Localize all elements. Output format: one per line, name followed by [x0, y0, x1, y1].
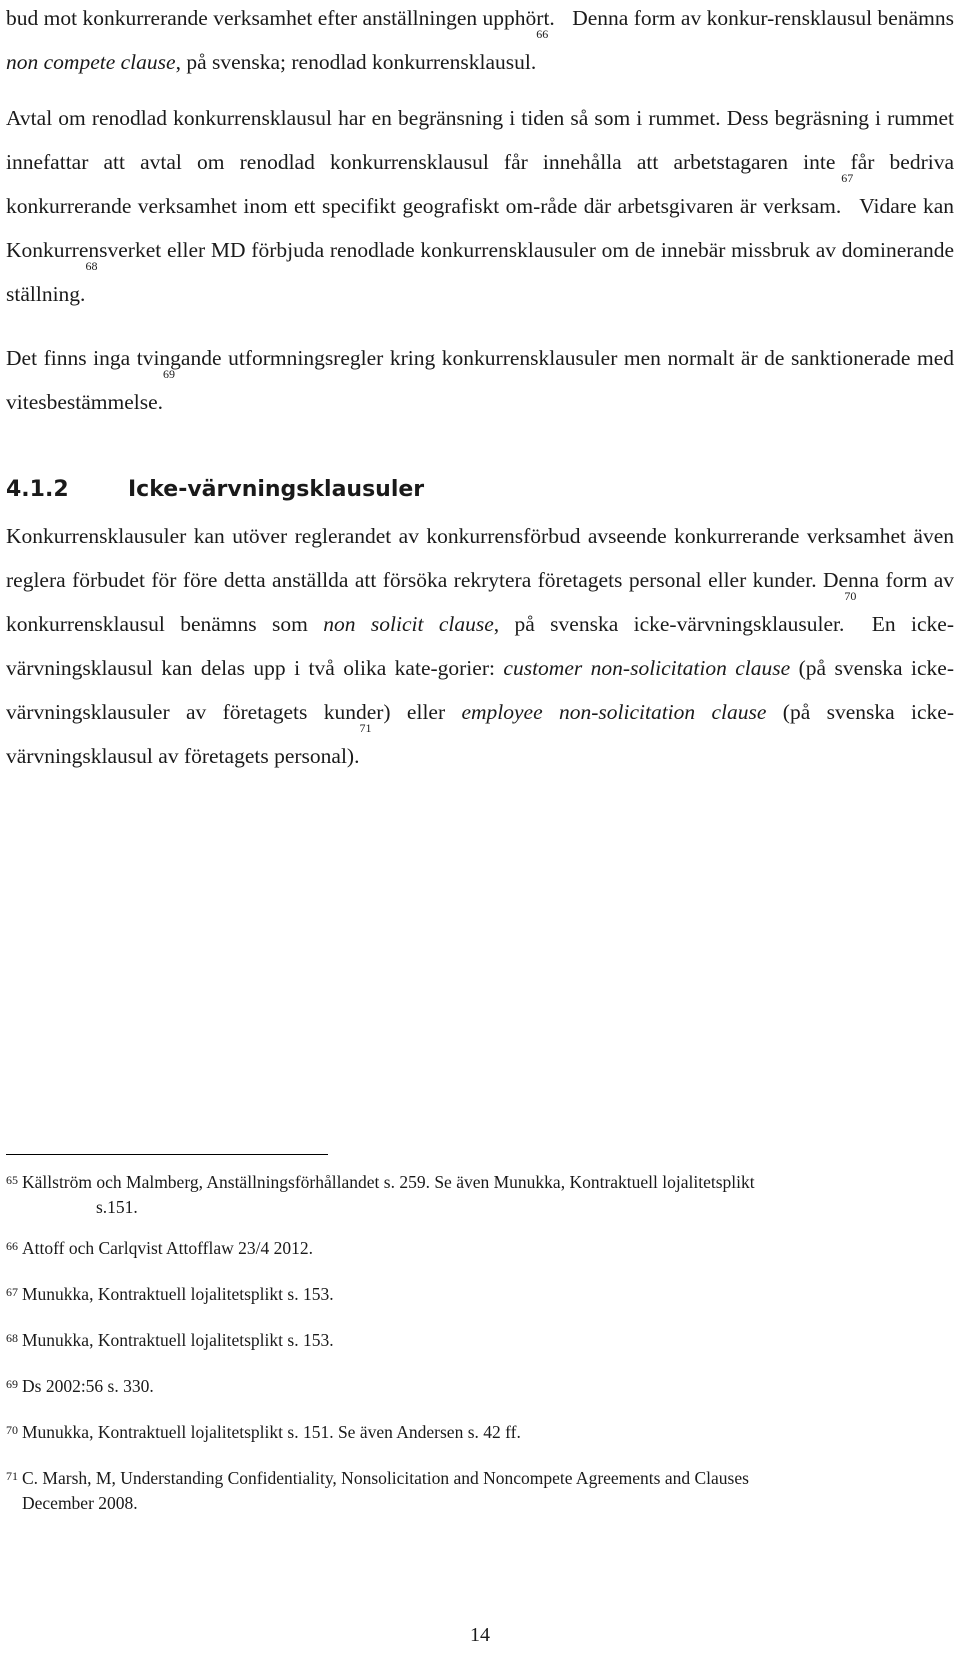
section-heading [6, 474, 424, 506]
text-run: (på svenska icke-värvningsklausul av företagets personal). [6, 700, 954, 768]
footnote-number: 65 [6, 1173, 18, 1187]
footnote-number: 70 [6, 1423, 18, 1437]
section-number: 4.1.2 [6, 477, 69, 502]
footnote-number: 69 [6, 1377, 18, 1391]
paragraph-4 [6, 514, 954, 778]
footnote-68 [6, 1328, 954, 1353]
footnote-reference[interactable]: 67 [841, 171, 854, 185]
footnote-separator [6, 1154, 328, 1155]
text-run: Vidare kan Konkurrensverket eller MD förbjuda renodlade konkurrensklausuler om de innebär missbruk av dominerande ställning. [6, 194, 954, 306]
paragraph-2 [6, 96, 954, 316]
footnote-66 [6, 1236, 954, 1261]
text-run: bud mot konkurrerande verksamhet efter anställningen upphört. [6, 6, 555, 30]
text-run: , på svenska; renodlad konkurrensklausul. [175, 50, 537, 74]
footnote-continuation: s.151. [96, 1197, 138, 1217]
footnote-text: Attoff och Carlqvist Attofflaw 23/4 2012. [22, 1238, 313, 1258]
section-title: Icke-värvningsklausuler [128, 477, 425, 502]
footnote-reference[interactable]: 69 [163, 367, 176, 381]
text-run: Det finns inga tvingande utformningsregler kring konkurrensklausuler men normalt är de sanktionerade med vitesbestämmelse. [6, 346, 954, 414]
footnote-number: 68 [6, 1331, 18, 1345]
italic-term: customer non-solicitation clause [503, 656, 791, 680]
footnote-text: Källström och Malmberg, Anställningsförhållandet s. 259. Se även Munukka, Kontraktuell lojalitetsplikt [22, 1172, 755, 1192]
footnote-reference[interactable]: 71 [359, 721, 372, 735]
text-run: Denna form av konkur-rensklausul benämns [566, 6, 954, 30]
paragraph-1 [6, 0, 954, 84]
footnote-continuation: December 2008. [22, 1493, 138, 1513]
footnote-number: 66 [6, 1239, 18, 1253]
italic-term: employee non-solicitation clause [461, 700, 767, 724]
footnote-text: Ds 2002:56 s. 330. [22, 1376, 154, 1396]
text-run: Avtal om renodlad konkurrensklausul har en begränsning i tiden så som i rummet. Dess begräsning i rummet innefattar att avtal om renodlad konkurrensklausul får innehålla att arbetstagaren inte får bedriva konkurrerande verksamhet inom ett specifikt geografiskt om-råde där arbetsgivaren är verksam. [6, 106, 954, 218]
text-run: , på svenska icke-värvningsklausuler. [493, 612, 845, 636]
text-run: (på svenska icke-värvningsklausuler av företagets kunder) eller [6, 656, 955, 724]
footnote-text: Munukka, Kontraktuell lojalitetsplikt s. 151. Se även Andersen s. 42 ff. [22, 1422, 521, 1442]
footnote-reference[interactable]: 68 [85, 259, 98, 273]
footnote-69 [6, 1374, 954, 1399]
footnote-reference[interactable]: 66 [536, 27, 549, 41]
footnote-text: Munukka, Kontraktuell lojalitetsplikt s. 153. [22, 1330, 334, 1350]
footnote-number: 67 [6, 1285, 18, 1299]
text-run: En icke-värvningsklausul kan delas upp i två olika kate-gorier: [6, 612, 955, 680]
footnote-text: C. Marsh, M, Understanding Confidentiality, Nonsolicitation and Noncompete Agreements and Clauses [22, 1468, 749, 1488]
footnote-70 [6, 1420, 954, 1445]
footnote-65 [6, 1170, 954, 1220]
footnote-number: 71 [6, 1469, 18, 1483]
footnote-71 [6, 1466, 954, 1516]
paragraph-3 [6, 336, 954, 424]
italic-term: non compete clause [6, 50, 176, 74]
text-run: Konkurrensklausuler kan utöver reglerandet av konkurrensförbud avseende konkurrerande verksamhet även reglera förbudet för före detta anställda att försöka rekrytera företagets personal eller kunder. Denna form av konkurrensklausul benämns som [6, 524, 954, 636]
page-number: 14 [470, 1624, 490, 1646]
footnote-text: Munukka, Kontraktuell lojalitetsplikt s. 153. [22, 1284, 334, 1304]
footnote-67 [6, 1282, 954, 1307]
footnote-reference[interactable]: 70 [844, 589, 857, 603]
italic-term: non solicit clause [323, 612, 494, 636]
